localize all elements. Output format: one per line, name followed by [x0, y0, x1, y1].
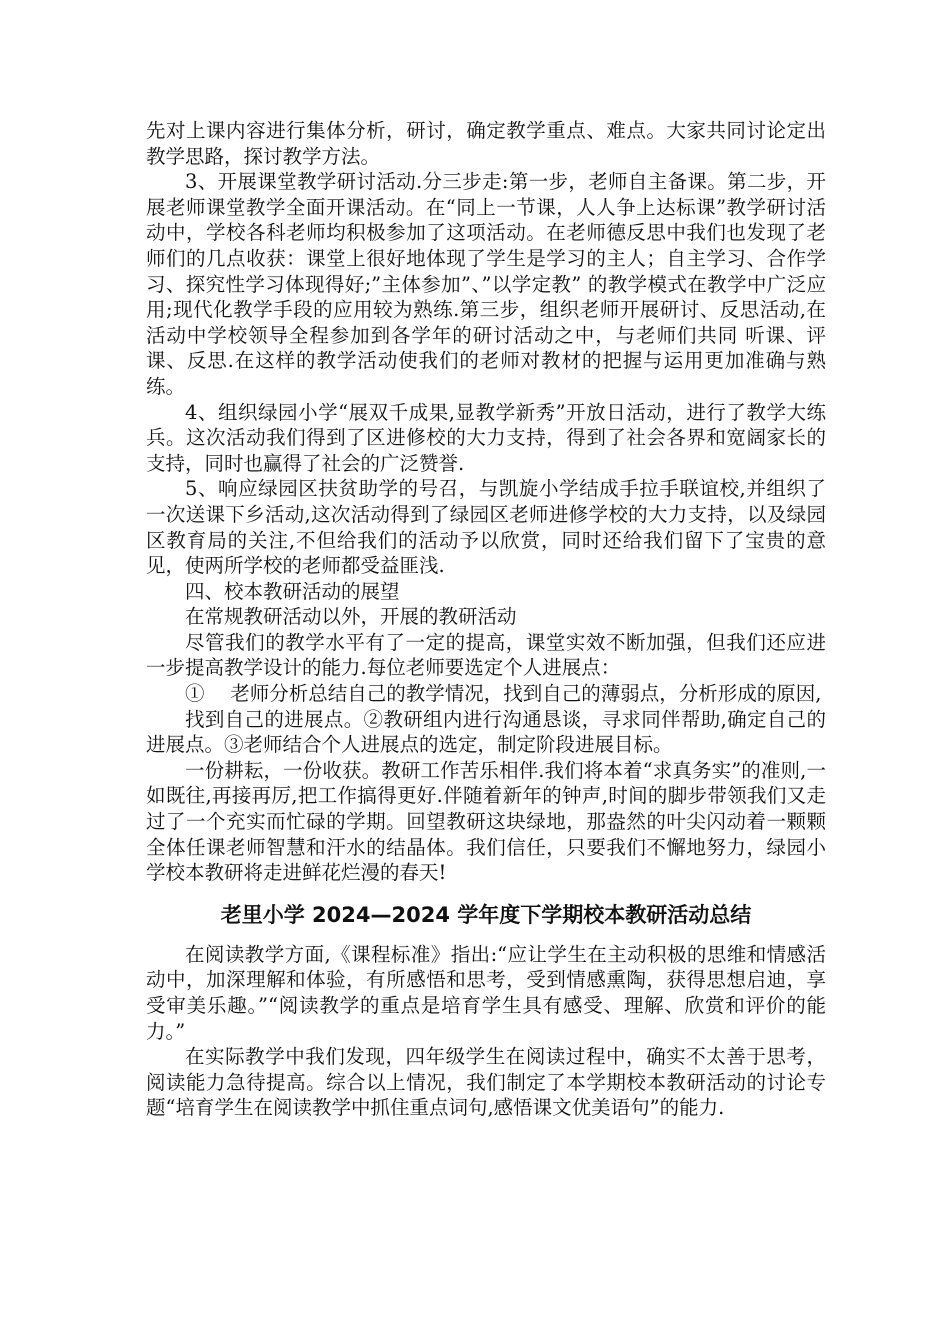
- paragraph-reading-practice: 在实际教学中我们发现，四年级学生在阅读过程中，确实不太善于思考，阅读能力急待提高。综合以上情况，我们制定了本学期校本教研活动的讨论专题“培育学生在阅读教学中抓住重点词句,感悟课文优美语句”的能力.: [146, 1045, 826, 1120]
- paragraph-closing: 一份耕耘，一份收获。教研工作苦乐相伴.我们将本着“求真务实”的准则,一如既往,再接再厉,把工作搞得更好.伴随着新年的钟声,时间的脚步带领我们又走过了一个充实而忙碌的学期。回望教研这块绿地，那盎然的叶尖闪动着一颗颗全体任课老师智慧和汗水的结晶体。我们信任，只要我们不懈地努力，绿园小学校本教研将走进鲜花烂漫的春天!: [146, 758, 826, 885]
- document-page: [146, 118, 826, 1121]
- paragraph-reading-standard: 在阅读教学方面,《课程标准》指出:“应让学生在主动积极的思维和情感活动中，加深理解和体验，有所感悟和思考，受到情感熏陶，获得思想启迪，享受审美乐趣。”“阅读教学的重点是培育学生具有感受、理解、欣赏和评价的能力。”: [146, 942, 826, 1043]
- paragraph-outlook-intro: 在常规教研活动以外，开展的教研活动: [185, 605, 517, 629]
- paragraph-item-4: 4、组织绿园小学“展双千成果,显教学新秀”开放日活动，进行了教学大练兵。这次活动我们得到了区进修校的大力支持，得到了社会各界和宽阔家长的支持，同时也赢得了社会的广泛赞誉.: [146, 400, 826, 475]
- section-heading-outlook: 四、校本教研活动的展望: [185, 579, 400, 603]
- document-title: 老里小学 2024—2024 学年度下学期校本教研活动总结: [220, 902, 752, 927]
- paragraph-outlook-body: 尽管我们的教学水平有了一定的提高，课堂实效不断加强，但我们还应进一步提高教学设计的能力.每位老师要选定个人进展点：: [146, 630, 826, 680]
- paragraph-point-1: ① 老师分析总结自己的教学情况，找到自己的薄弱点，分析形成的原因,: [185, 682, 822, 706]
- paragraph-points-2-3: 找到自己的进展点。②教研组内进行沟通恳谈，寻求同伴帮助,确定自己的进展点。③老师结合个人进展点的选定，制定阶段进展目标。: [146, 707, 826, 757]
- paragraph-continuation: 先对上课内容进行集体分析，研讨，确定教学重点、难点。大家共同讨论定出教学思路，探讨教学方法。: [146, 119, 826, 168]
- paragraph-item-5: 5、响应绿园区扶贫助学的号召，与凯旋小学结成手拉手联谊校,并组织了一次送课下乡活动,这次活动得到了绿园区老师进修学校的大力支持，以及绿园区教育局的关注,不但给我们的活动予以欣赏，同时还给我们留下了宝贵的意见，使两所学校的老师都受益匪浅.: [146, 477, 826, 578]
- paragraph-item-3: 3、开展课堂教学研讨活动.分三步走:第一步，老师自主备课。第二步，开展老师课堂教学全面开课活动。在“同上一节课，人人争上达标课”教学研讨活动中，学校各科老师均积极参加了这项活动。在老师德反思中我们也发现了老师们的几点收获：课堂上很好地体现了学生是学习的主人；自主学习、合作学习、探究性学习体现得好;”主体参加”、”以学定教” 的教学模式在教学中广泛应用;现代化教学手段的应用较为熟练.第三步，组织老师开展研讨、反思活动,在活动中学校领导全程参加到各学年的研讨活动之中，与老师们共同 听课、评课、反思.在这样的教学活动使我们的老师对教材的把握与运用更加准确与熟练。: [146, 170, 826, 398]
